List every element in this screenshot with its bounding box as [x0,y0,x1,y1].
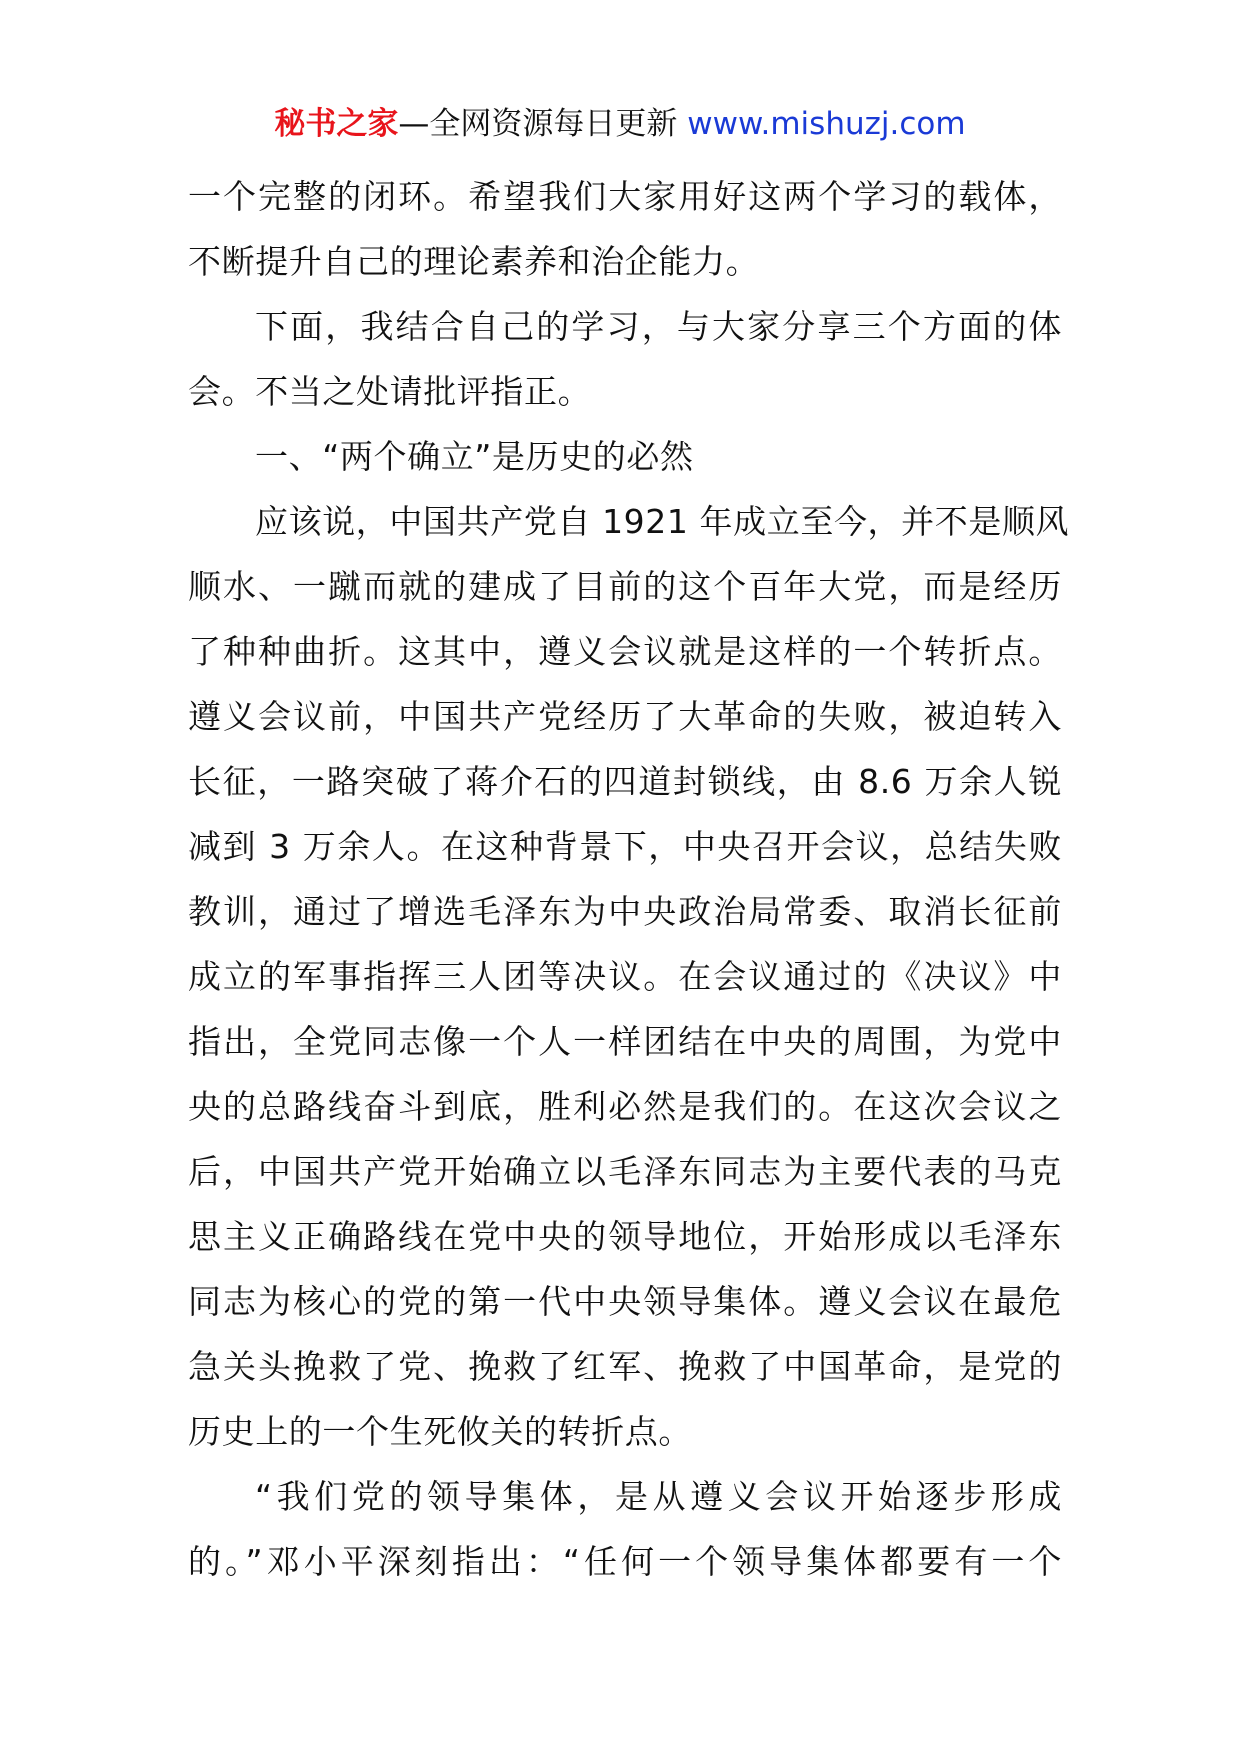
text-line: 长征，一路突破了蒋介石的四道封锁线，由 8.6 万余人锐 [188,762,1062,801]
paragraph-start-line: 下面，我结合自己的学习，与大家分享三个方面的体 [255,307,1062,346]
site-url-link[interactable]: www.mishuzj.com [687,106,966,142]
text-line: 减到 3 万余人。在这种背景下，中央召开会议，总结失败 [188,827,1062,866]
document-body [188,164,1070,1594]
site-header [0,102,1240,146]
text-line: 思主义正确路线在党中央的领导地位，开始形成以毛泽东 [188,1217,1062,1256]
text-line: 后，中国共产党开始确立以毛泽东同志为主要代表的马克 [188,1152,1062,1191]
text-line: 成立的军事指挥三人团等决议。在会议通过的《决议》中 [188,957,1062,996]
text-line: 不断提升自己的理论素养和治企能力。 [188,242,760,281]
text-line: 一个完整的闭环。希望我们大家用好这两个学习的载体， [188,177,1062,216]
text-line: 同志为核心的党的第一代中央领导集体。遵义会议在最危 [188,1282,1062,1321]
site-brand: 秘书之家 [274,106,399,142]
section-heading: 一、“两个确立”是历史的必然 [255,437,694,476]
text-line: 会。不当之处请批评指正。 [188,372,592,411]
text-line: 央的总路线奋斗到底，胜利必然是我们的。在这次会议之 [188,1087,1062,1126]
paragraph-start-line: “我们党的领导集体，是从遵义会议开始逐步形成 [255,1477,1062,1516]
paragraph-start-line: 应该说，中国共产党自 1921 年成立至今，并不是顺风 [255,502,1070,541]
text-line: 指出，全党同志像一个人一样团结在中央的周围，为党中 [188,1022,1062,1061]
text-line: 顺水、一蹴而就的建成了目前的这个百年大党，而是经历 [188,567,1062,606]
text-line: 急关头挽救了党、挽救了红军、挽救了中国革命，是党的 [188,1347,1062,1386]
text-line: 的。”邓小平深刻指出：“任何一个领导集体都要有一个 [188,1542,1062,1581]
text-line: 遵义会议前，中国共产党经历了大革命的失败，被迫转入 [188,697,1062,736]
text-line: 了种种曲折。这其中，遵义会议就是这样的一个转折点。 [188,632,1062,671]
text-line: 历史上的一个生死攸关的转折点。 [188,1412,692,1451]
text-line: 教训，通过了增选毛泽东为中央政治局常委、取消长征前 [188,892,1062,931]
site-tagline: —全网资源每日更新 [398,106,688,142]
